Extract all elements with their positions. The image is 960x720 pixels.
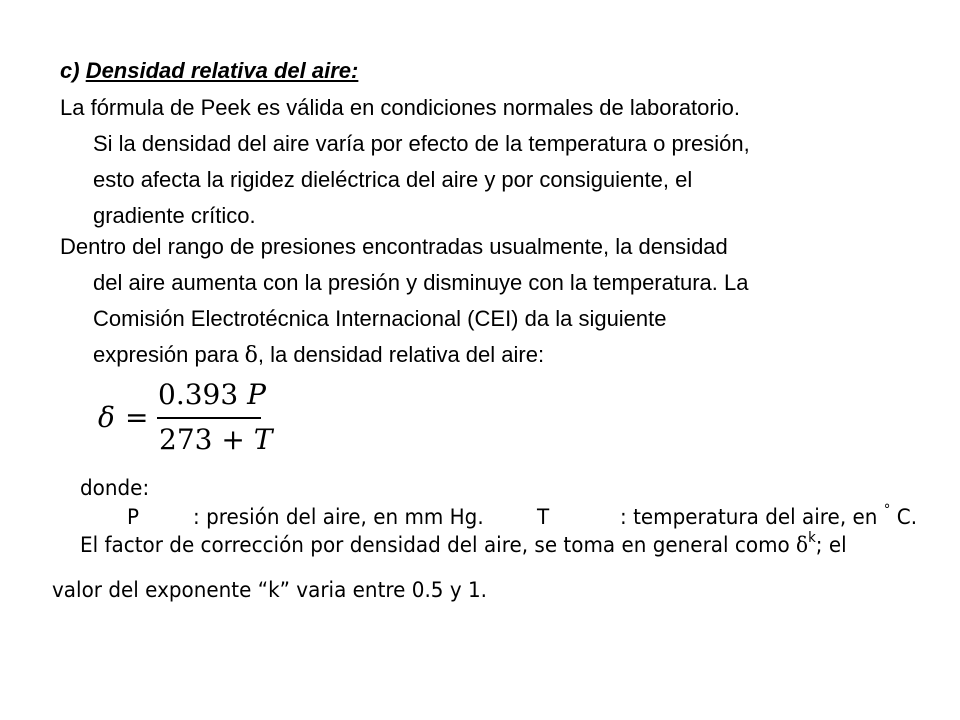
- paragraph-line: del aire aumenta con la presión y disminuye con la temperatura. La: [93, 270, 749, 295]
- degree-symbol: °: [883, 502, 891, 518]
- density-formula: [98, 376, 278, 460]
- desc-t-text: : temperatura del aire, en: [620, 505, 884, 529]
- paragraph-line: Dentro del rango de presiones encontradas usualmente, la densidad: [60, 234, 728, 259]
- variable-p: P: [127, 505, 140, 529]
- section-heading: [60, 58, 358, 84]
- variable-p-description: : presión del aire, en mm Hg.: [193, 505, 484, 529]
- variable-t-description: [620, 502, 918, 529]
- paragraph-line: La fórmula de Peek es válida en condiciones normales de laboratorio.: [60, 95, 740, 120]
- delta-symbol: δ: [244, 343, 258, 368]
- formula-equals: =: [125, 401, 149, 434]
- paragraph-pressure-range: [60, 229, 920, 374]
- formula-denominator-const: 273 +: [159, 423, 245, 456]
- variable-t: T: [537, 505, 550, 529]
- paragraph-line: gradiente crítico.: [93, 203, 256, 228]
- desc-t-unit: C.: [890, 505, 918, 529]
- formula-numerator-var: P: [247, 378, 266, 411]
- paragraph-line: Comisión Electrotécnica Internacional (CEI) da la siguiente: [93, 306, 667, 331]
- factor-text: El factor de corrección por densidad del aire, se toma en general como: [80, 533, 797, 557]
- text-densidad-relativa: , la densidad relativa del aire:: [257, 342, 545, 367]
- formula-lhs-delta: δ: [98, 401, 115, 434]
- formula-denominator: [159, 423, 272, 456]
- fraction-bar: [157, 417, 261, 419]
- factor-exponent: k: [808, 530, 816, 546]
- formula-numerator-coeff: 0.393: [158, 378, 239, 411]
- factor-delta-symbol: δ: [796, 533, 809, 557]
- exponent-range-line: valor del exponente “k” varia entre 0.5 y 1.: [52, 578, 488, 602]
- text-expresion: expresión para: [93, 342, 245, 367]
- formula-numerator: [158, 378, 266, 411]
- paragraph-line: esto afecta la rigidez dieléctrica del aire y por consiguiente, el: [93, 167, 693, 192]
- formula-denominator-var: T: [253, 423, 273, 456]
- paragraph-line-last: [60, 337, 920, 374]
- section-prefix: c): [60, 58, 86, 83]
- correction-factor-line: [80, 530, 847, 557]
- donde-label: donde:: [80, 476, 150, 500]
- paragraph-line: Si la densidad del aire varía por efecto de la temperatura o presión,: [93, 131, 750, 156]
- factor-tail: ; el: [815, 533, 847, 557]
- paragraph-peek-formula: [60, 90, 920, 234]
- section-title: Densidad relativa del aire:: [85, 58, 359, 83]
